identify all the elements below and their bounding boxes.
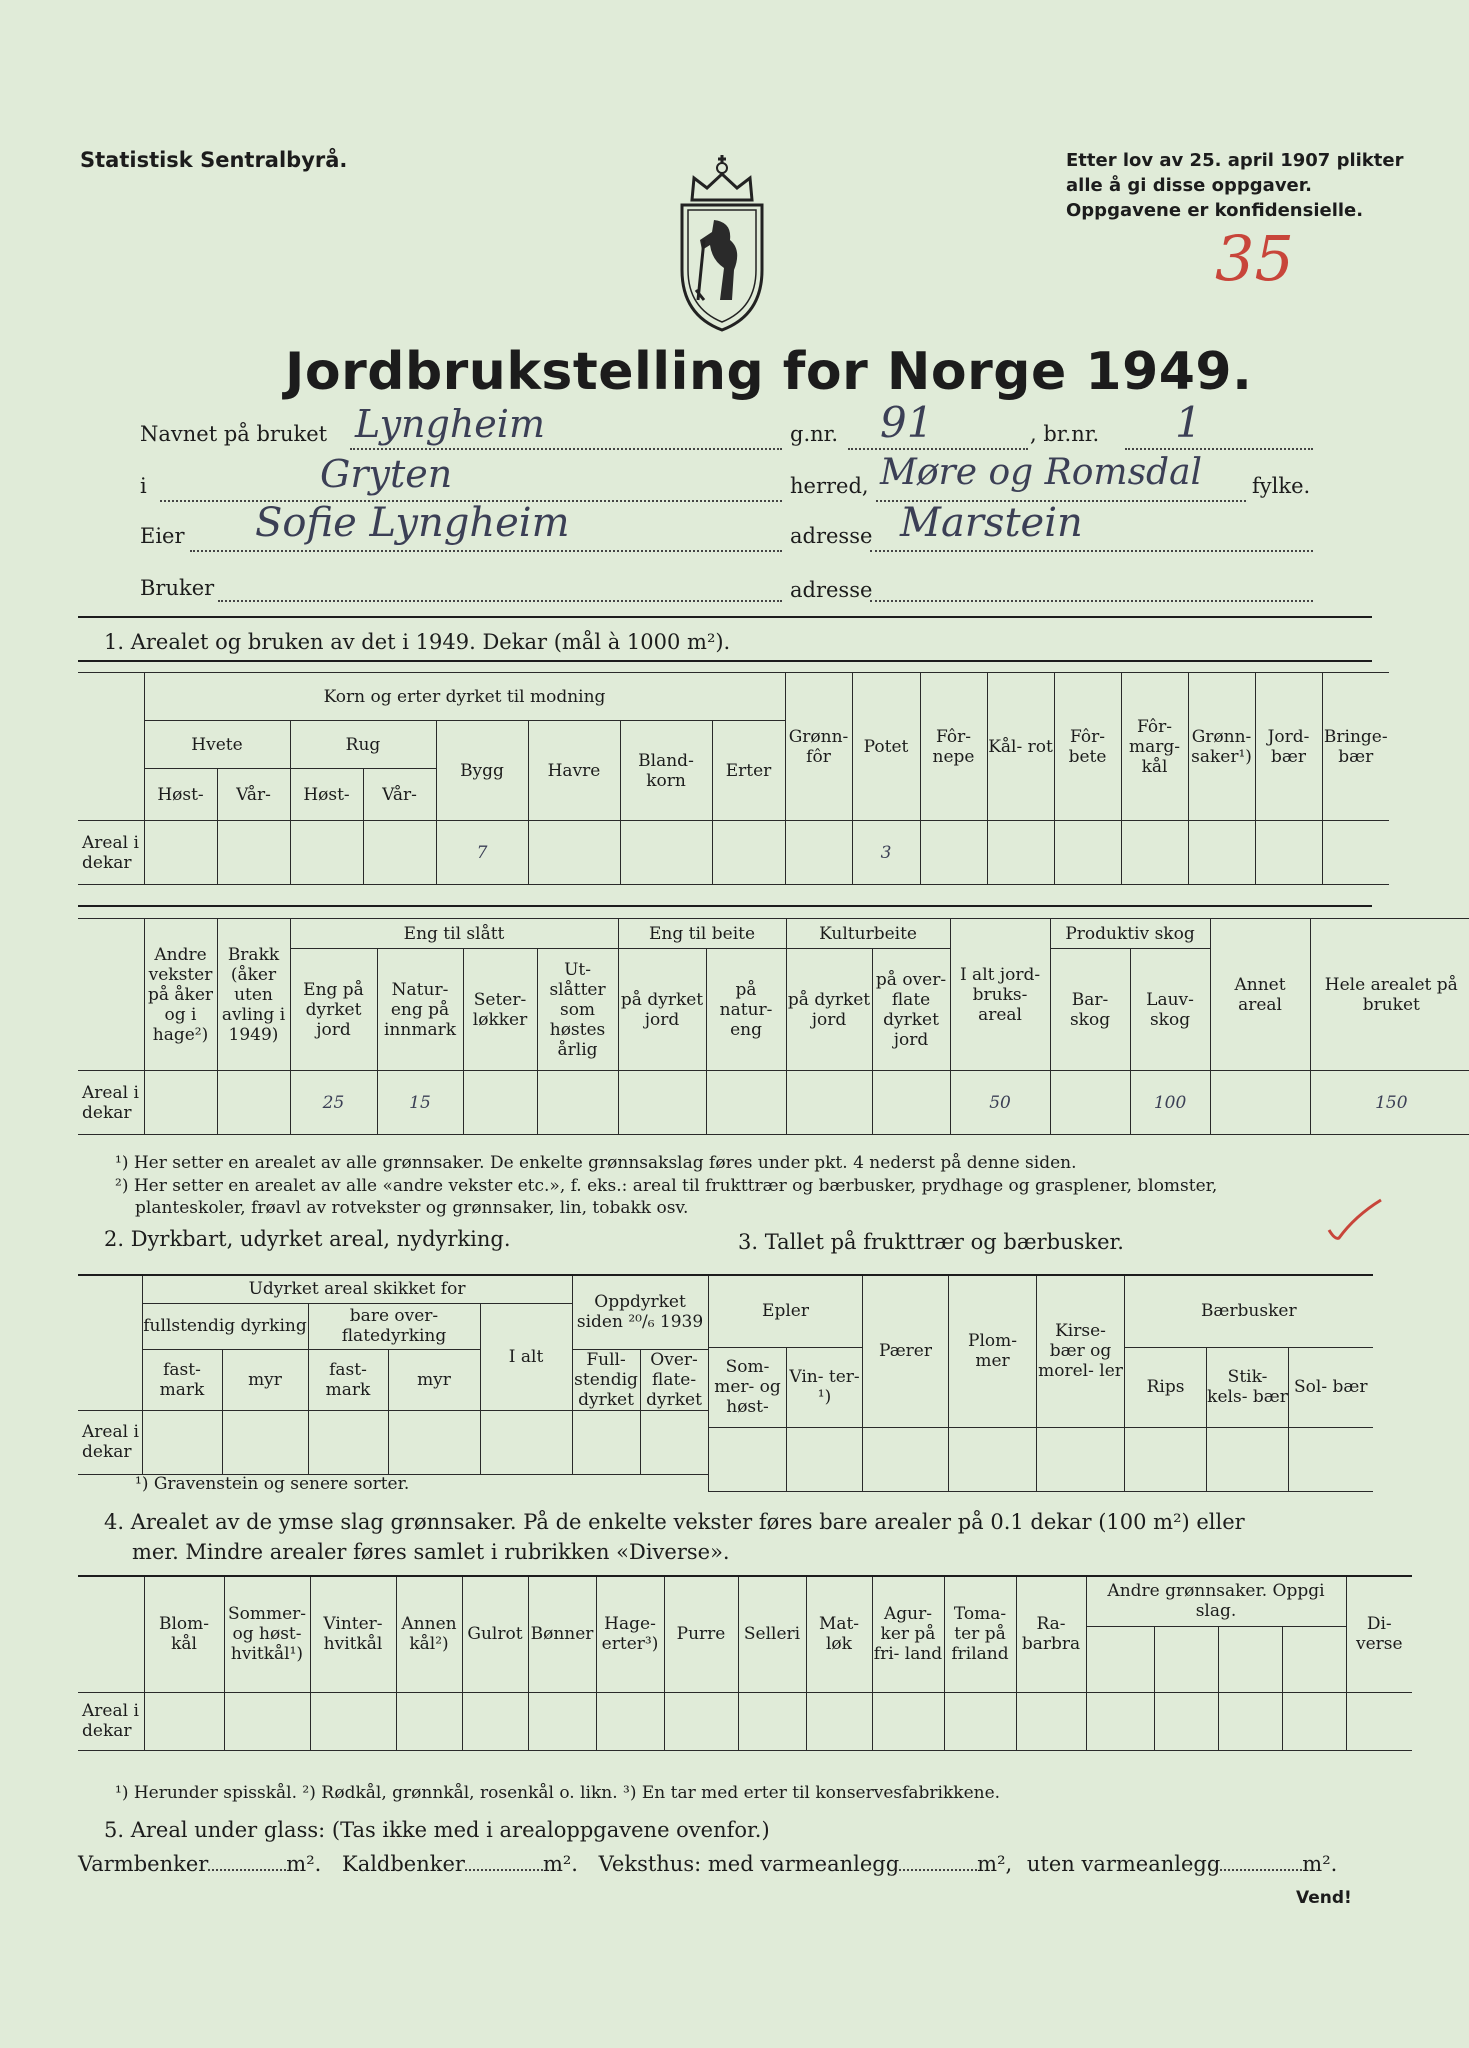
user-address-label: adresse [790, 578, 873, 602]
col-lauvskog: Lauv- skog [1130, 949, 1210, 1071]
col-kb-overflate: på over- flate dyrket jord [872, 949, 950, 1071]
col-stikkelsbaer: Stik- kels- bær [1207, 1347, 1289, 1427]
owner-label: Eier [140, 524, 185, 548]
row-label: Areal i dekar [78, 1071, 144, 1135]
group-udyrket: Udyrket areal skikket for [142, 1275, 572, 1303]
col-veg-11: Toma- ter på friland [944, 1576, 1016, 1692]
herred-label: herred, [790, 474, 869, 498]
farm-name-line [350, 448, 782, 450]
col-eng-dyrket: Eng på dyrket jord [290, 949, 377, 1071]
m2-unit: m². [286, 1852, 322, 1876]
hele-value: 150 [1310, 1071, 1469, 1135]
col-forbete: Fôr- bete [1054, 673, 1121, 821]
col-i-alt: I alt jord- bruks- areal [950, 919, 1050, 1071]
brnr-value: 1 [1175, 398, 1202, 447]
m2-unit: m², [977, 1852, 1013, 1876]
user-label: Bruker [140, 576, 215, 600]
col-diverse: Di- verse [1346, 1576, 1412, 1692]
col-veg-2: Vinter- hvitkål [310, 1576, 396, 1692]
col-veg-12: Ra- barbra [1016, 1576, 1086, 1692]
law-line-3: Oppgavene er konfidensielle. [1066, 200, 1364, 221]
col-havre: Havre [528, 721, 620, 821]
gnr-value: 91 [880, 398, 934, 447]
group-fullstendig: fullstendig dyrking [142, 1303, 308, 1349]
col-beite-naturg: på natur- eng [706, 949, 786, 1071]
group-eng-beite: Eng til beite [618, 919, 786, 949]
kaldbenker-label: Kaldbenker [342, 1852, 465, 1876]
owner-address-label: adresse [790, 524, 873, 548]
farm-name-label: Navnet på bruket [140, 422, 328, 446]
col-sommer: Som- mer- og høst- [709, 1347, 787, 1427]
divider [78, 905, 1372, 907]
group-hvete: Hvete [144, 721, 290, 769]
col-veg-1: Sommer- og høst- hvitkål¹) [224, 1576, 310, 1692]
col-over-fastmark: fast- mark [308, 1349, 388, 1410]
agency-name: Statistisk Sentralbyrå. [80, 148, 348, 172]
owner-line [190, 550, 782, 552]
gnr-line [848, 448, 1028, 450]
group-kulturbeite: Kulturbeite [786, 919, 950, 949]
crop-table [78, 672, 1462, 885]
owner-address-value: Marstein [900, 500, 1083, 546]
divider [78, 660, 1372, 662]
col-erter: Erter [712, 721, 785, 821]
law-line-2: alle å gi disse oppgaver. [1066, 175, 1312, 196]
col-bygg: Bygg [436, 721, 528, 821]
group-rug: Rug [290, 721, 436, 769]
section4-heading-2: mer. Mindre arealer føres samlet i rubrikken «Diverse». [132, 1540, 730, 1564]
col-utslatter: Ut- slåtter som høstes årlig [537, 949, 618, 1071]
col-full-fastmark: fast- mark [142, 1349, 222, 1410]
col-kb-dyrket: på dyrket jord [786, 949, 872, 1071]
col-veg-5: Bønner [528, 1576, 596, 1692]
col-naturg-eng: Natur- eng på innmark [377, 949, 463, 1071]
glass-area-line [78, 1852, 1337, 1876]
lauvskog-value: 100 [1130, 1071, 1210, 1135]
col-veg-0: Blom- kål [144, 1576, 224, 1692]
m2-unit: m². [542, 1852, 578, 1876]
col-gronnfor: Grønn- fôr [785, 673, 852, 821]
col-gronnsaker: Grønn- saker¹) [1188, 673, 1255, 821]
uten-label: uten varmeanlegg [1026, 1852, 1221, 1876]
section2-heading: 2. Dyrkbart, udyrket areal, nydyrking. [104, 1227, 511, 1251]
group-eng-slatt: Eng til slått [290, 919, 618, 949]
footnote-1: ¹) Her setter en arealet av alle grønnsaker. De enkelte grønnsakslag føres under pkt. 4 nederst på denne siden. [115, 1153, 1077, 1173]
col-seterlokker: Seter- løkker [463, 949, 537, 1071]
col-rug-host: Høst- [290, 769, 363, 821]
group-andre-gronnsaker: Andre grønnsaker. Oppgi slag. [1086, 1576, 1346, 1626]
user-line [218, 600, 782, 602]
col-plommer: Plom- mer [949, 1275, 1037, 1427]
col-blandkorn: Bland- korn [620, 721, 712, 821]
row-label: Areal i dekar [78, 1692, 144, 1750]
col-over-dyrket: Over- flate- dyrket [640, 1349, 708, 1410]
i-alt-value: 50 [950, 1071, 1050, 1135]
col-veg-10: Agur- ker på fri- land [872, 1576, 944, 1692]
eng-dyrket-value: 25 [290, 1071, 377, 1135]
col-veg-4: Gulrot [462, 1576, 528, 1692]
col-fornepe: Fôr- nepe [920, 673, 987, 821]
law-notice [1066, 148, 1403, 223]
col-paerer: Pærer [863, 1275, 949, 1427]
section4-footnote: ¹) Herunder spisskål. ²) Rødkål, grønnkål, rosenkål o. likn. ³) En tar med erter til konservesfabrikkene. [115, 1783, 1001, 1803]
group-baerbusker: Bærbusker [1125, 1275, 1373, 1347]
footnote-2a: ²) Her setter en arealet av alle «andre vekster etc.», f. eks.: areal til frukttrær og bærbusker, prydhage og grasplener, blomster, [115, 1176, 1218, 1196]
handwritten-number: 35 [1215, 222, 1294, 295]
col-veg-7: Purre [664, 1576, 738, 1692]
col-rug-var: Vår- [363, 769, 436, 821]
group-oppdyrket: Oppdyrket siden ²⁰/₆ 1939 [572, 1275, 708, 1349]
col-bringebaer: Bringe- bær [1322, 673, 1389, 821]
bygg-value: 7 [436, 821, 528, 885]
land-use-table [78, 918, 1469, 1135]
col-jordbaer: Jord- bær [1255, 673, 1322, 821]
col-hvete-var: Vår- [217, 769, 290, 821]
group-prod-skog: Produktiv skog [1050, 919, 1210, 949]
col-over-myr: myr [388, 1349, 480, 1410]
owner-value: Sofie Lyngheim [255, 500, 570, 546]
check-mark-icon [1325, 1196, 1385, 1246]
user-address-line [870, 600, 1313, 602]
footnote-2b: planteskoler, frøavl av rotvekster og grønnsaker, lin, tobakk osv. [135, 1198, 689, 1218]
col-annet: Annet areal [1210, 919, 1310, 1071]
veksthus-label: Veksthus: med varmeanlegg [598, 1852, 900, 1876]
col-full-dyrket: Full- stendig dyrket [572, 1349, 640, 1410]
section1-heading: 1. Arealet og bruken av det i 1949. Dekar (mål à 1000 m²). [104, 630, 731, 654]
varmbenker-label: Varmbenker [78, 1852, 209, 1876]
col-veg-6: Hage- erter³) [596, 1576, 664, 1692]
brnr-label: , br.nr. [1030, 422, 1100, 446]
col-vinter: Vin- ter-¹) [787, 1347, 863, 1427]
county-value: Møre og Romsdal [880, 452, 1203, 493]
municipality-label: i [140, 474, 147, 498]
col-kirsebaer: Kirse- bær og morel- ler [1037, 1275, 1125, 1427]
municipality-value: Gryten [320, 452, 453, 496]
m2-unit: m². [1302, 1852, 1338, 1876]
col-beite-dyrket: på dyrket jord [618, 949, 706, 1071]
col-barskog: Bar- skog [1050, 949, 1130, 1071]
group-epler: Epler [709, 1275, 863, 1347]
col-hele: Hele arealet på bruket [1310, 919, 1469, 1071]
turn-over-label: Vend! [1296, 1888, 1352, 1908]
col-veg-3: Annen kål²) [396, 1576, 462, 1692]
brnr-line [1125, 448, 1313, 450]
farm-name-value: Lyngheim [355, 402, 545, 446]
fruit-trees-table [708, 1274, 1373, 1492]
group-korn: Korn og erter dyrket til modning [144, 673, 785, 721]
col-andre: Andre vekster på åker og i hage²) [144, 919, 217, 1071]
form-title: Jordbrukstelling for Norge 1949. [285, 342, 1253, 402]
col-veg-9: Mat- løk [806, 1576, 872, 1692]
group-bare-over: bare over- flatedyrking [308, 1303, 480, 1349]
row-label: Areal i dekar [78, 821, 144, 885]
vegetables-table [78, 1575, 1412, 1751]
potet-value: 3 [852, 821, 920, 885]
uncultivated-table [78, 1274, 709, 1475]
section5-heading: 5. Areal under glass: (Tas ikke med i arealoppgavene ovenfor.) [104, 1818, 770, 1842]
coat-of-arms-icon [672, 150, 772, 335]
section3-heading: 3. Tallet på frukttrær og bærbusker. [738, 1230, 1124, 1254]
section4-heading-1: 4. Arealet av de ymse slag grønnsaker. På de enkelte vekster føres bare arealer på 0.1 dekar (100 m²) eller [104, 1510, 1245, 1534]
owner-address-line [870, 550, 1313, 552]
col-s2-i-alt: I alt [480, 1303, 572, 1410]
col-rips: Rips [1125, 1347, 1207, 1427]
col-veg-8: Selleri [738, 1576, 806, 1692]
col-hvete-host: Høst- [144, 769, 217, 821]
col-brakk: Brakk (åker uten avling i 1949) [217, 919, 290, 1071]
col-potet: Potet [852, 673, 920, 821]
col-formargkal: Fôr- marg- kål [1121, 673, 1188, 821]
gnr-label: g.nr. [790, 422, 839, 446]
divider [78, 616, 1372, 618]
col-full-myr: myr [222, 1349, 308, 1410]
col-solbaer: Sol- bær [1289, 1347, 1373, 1427]
section2-footnote: ¹) Gravenstein og senere sorter. [135, 1474, 410, 1494]
col-kalrot: Kål- rot [987, 673, 1054, 821]
fylke-label: fylke. [1252, 474, 1311, 498]
naturg-value: 15 [377, 1071, 463, 1135]
row-label: Areal i dekar [78, 1410, 142, 1474]
law-line-1: Etter lov av 25. april 1907 plikter [1066, 150, 1404, 171]
